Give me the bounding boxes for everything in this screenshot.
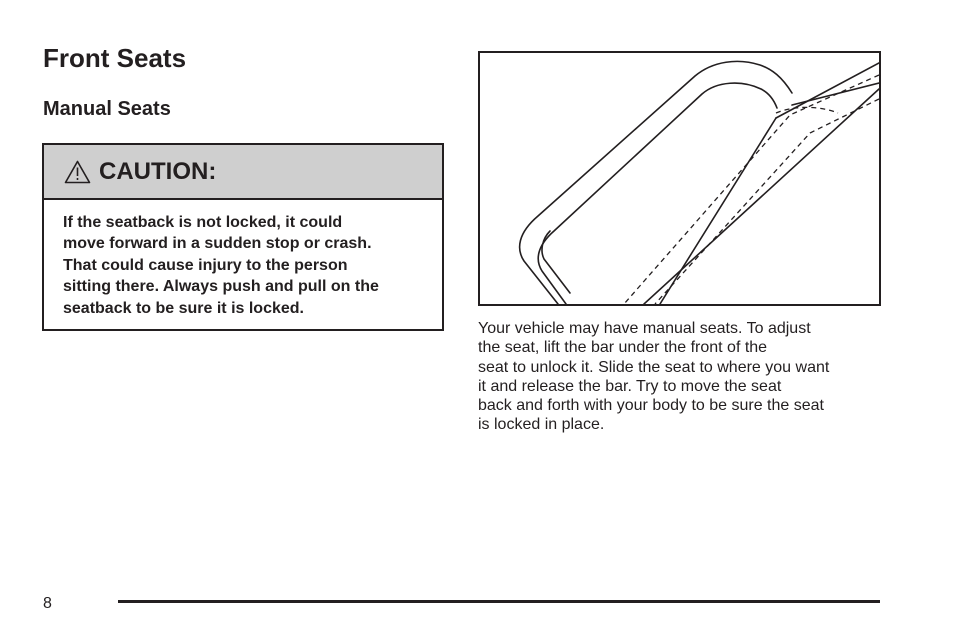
page-number: 8 xyxy=(43,595,52,612)
section-title: Manual Seats xyxy=(43,98,171,120)
page-title: Front Seats xyxy=(43,43,187,73)
seat-adjustment-bar-icon xyxy=(480,53,879,304)
caution-label: CAUTION: xyxy=(99,157,217,185)
caution-box xyxy=(42,143,444,331)
caution-header xyxy=(44,145,442,200)
caution-text: If the seatback is not locked, it could move forward in a sudden stop or crash. That could cause injury to the person sitting there. Always push and pull on the seatback to be sure it is locked. xyxy=(63,214,379,317)
footer-rule xyxy=(118,600,880,603)
warning-triangle-icon xyxy=(64,160,91,184)
seat-bar-illustration xyxy=(478,51,881,306)
body-text: Your vehicle may have manual seats. To adjust the seat, lift the bar under the front of the seat to unlock it. Slide the seat to where you want it and release the bar. Try to move the seat back and forth with your body to be sure the seat is locked in place. xyxy=(478,320,830,434)
